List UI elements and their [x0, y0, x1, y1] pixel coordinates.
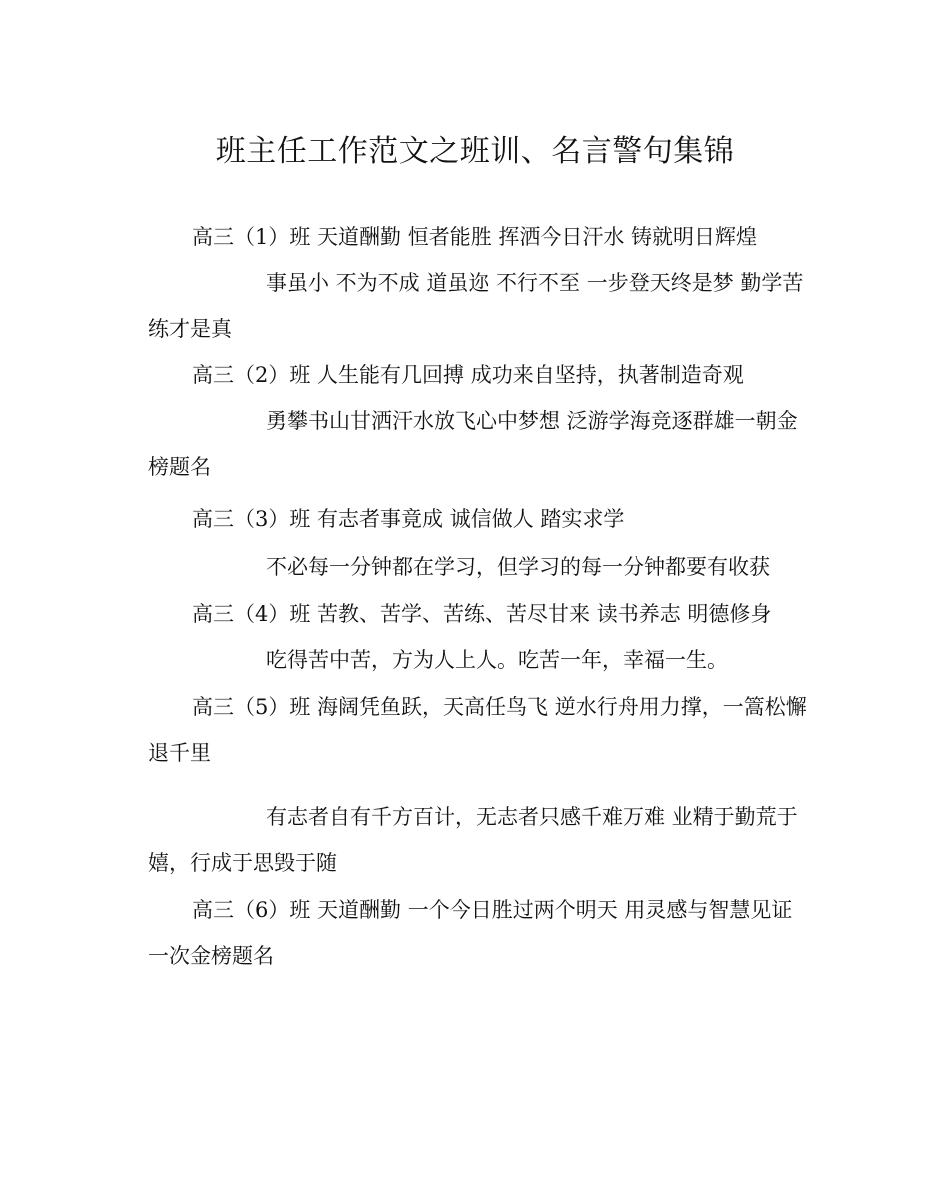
class-3-motto-continued: 不必每一分钟都在学习，但学习的每一分钟都要有收获 [266, 555, 770, 579]
class-3-motto: 高三（3）班 有志者事竟成 诚信做人 踏实求学 [192, 507, 625, 531]
class-4-motto-continued: 吃得苦中苦，方为人上人。吃苦一年，幸福一生。 [266, 648, 728, 672]
class-1-motto-continued: 事虽小 不为不成 道虽迩 不行不至 一步登天终是梦 勤学苦练才是真 [148, 271, 804, 341]
class-1-motto: 高三（1）班 天道酬勤 恒者能胜 挥洒今日汗水 铸就明日辉煌 [192, 225, 758, 249]
class-2-motto-continued: 勇攀书山甘洒汗水放飞心中梦想 泛游学海竞逐群雄一朝金榜题名 [148, 409, 798, 479]
class-2-motto: 高三（2）班 人生能有几回搏 成功来自坚持，执著制造奇观 [192, 363, 744, 387]
class-4-motto: 高三（4）班 苦教、苦学、苦练、苦尽甘来 读书养志 明德修身 [192, 602, 772, 626]
class-5-motto: 高三（5）班 海阔凭鱼跃，天高任鸟飞 逆水行舟用力撑，一篙松懈退千里 [148, 695, 807, 765]
page-title: 班主任工作范文之班训、名言警句集锦 [215, 134, 735, 169]
class-6-motto: 高三（6）班 天道酬勤 一个今日胜过两个明天 用灵感与智慧见证一次金榜题名 [148, 898, 793, 968]
class-5-motto-continued: 有志者自有千方百计，无志者只感千难万难 业精于勤荒于嬉，行成于思毁于随 [148, 805, 798, 875]
